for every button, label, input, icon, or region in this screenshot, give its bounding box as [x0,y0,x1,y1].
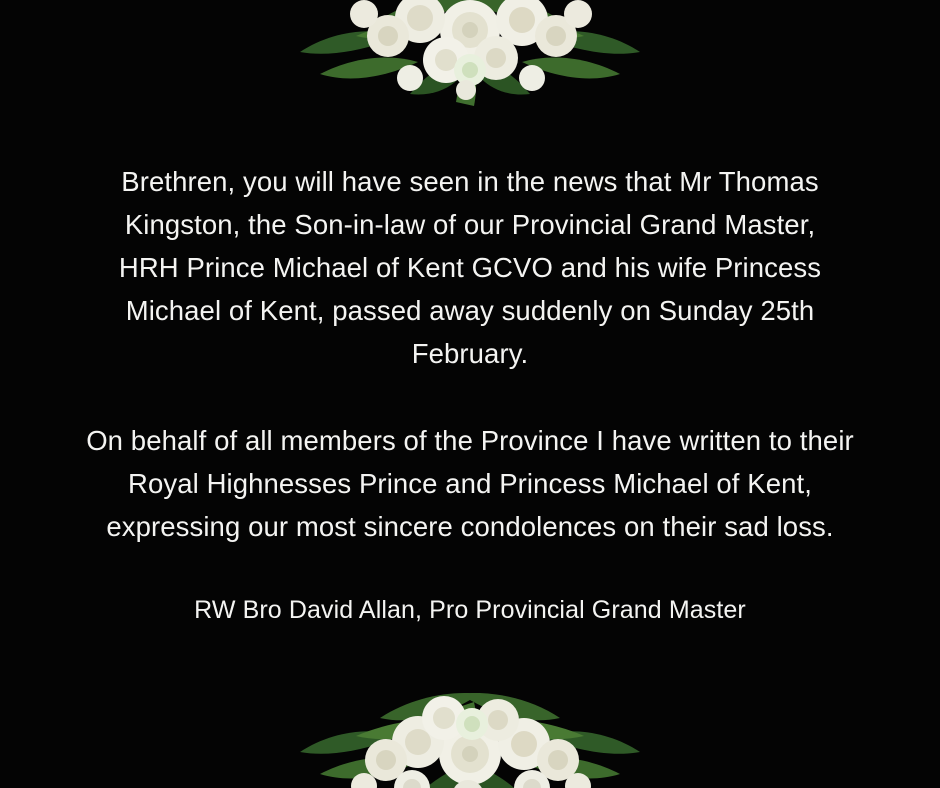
white-flowers-bottom [351,696,591,788]
floral-arrangement-bottom [260,678,680,788]
foliage-top [300,0,640,106]
white-flowers-top [350,0,592,100]
message-signature: RW Bro David Allan, Pro Provincial Grand Master [194,596,746,624]
message-body [0,160,940,628]
foliage-bottom [300,693,640,788]
message-paragraph-1: Brethren, you will have seen in the news that Mr Thomas Kingston, the Son-in-law of our Provincial Grand Master, HRH Prince Michael of Kent GCVO and his wife Princess Michael of Kent, passed away suddenly on Sunday 25th February. [118,166,822,369]
floral-arrangement-top [260,0,680,124]
message-paragraph-2: On behalf of all members of the Province I have written to their Royal Highnesses Prince and Princess Michael of Kent, expressing our most sincere condolences on their sad loss. [86,425,854,542]
